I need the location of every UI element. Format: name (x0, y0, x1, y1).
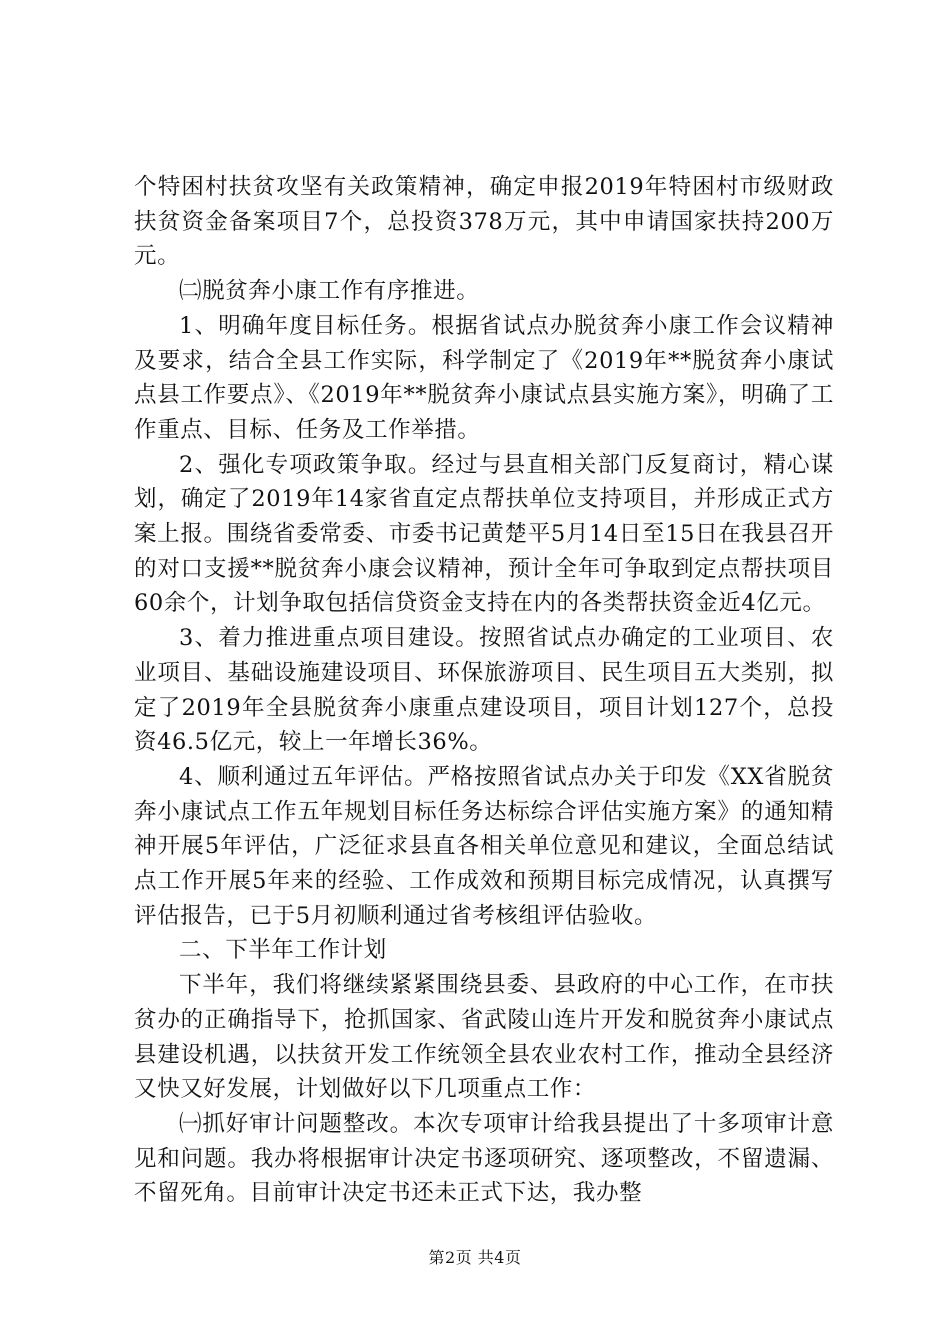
paragraph-heading-second-half-plan: 二、下半年工作计划 (179, 937, 387, 964)
paragraph-policy-support: 2、强化专项政策争取。经过与县直相关部门反复商讨，精心谋划，确定了2019年14家省直定点帮扶单位支持项目，并形成正式方案上报。围绕省委常委、市委书记黄楚平5月14日至15日在我县召开的对口支援**脱贫奔小康会议精神，预计全年可争取到定点帮扶项目60余个，计划争取包括信贷资金支持在内的各类帮扶资金近4亿元。 (134, 451, 834, 617)
paragraph-key-projects: 3、着力推进重点项目建设。按照省试点办确定的工业项目、农业项目、基础设施建设项目、环保旅游项目、民生项目五大类别，拟定了2019年全县脱贫奔小康重点建设项目，项目计划127个，总投资46.5亿元，较上一年增长36%。 (134, 625, 834, 756)
paragraph-policy-continuation: 个特困村扶贫攻坚有关政策精神，确定申报2019年特困村市级财政扶贫资金备案项目7个，总投资378万元，其中申请国家扶持200万元。 (134, 174, 834, 270)
paragraph-audit-rectification: ㈠抓好审计问题整改。本次专项审计给我县提出了十多项审计意见和问题。我办将根据审计决定书逐项研究、逐项整改，不留遗漏、不留死角。目前审计决定书还未正式下达，我办整 (134, 1110, 834, 1207)
paragraph-five-year-evaluation: 4、顺利通过五年评估。严格按照省试点办关于印发《XX省脱贫奔小康试点工作五年规划目标任务达标综合评估实施方案》的通知精神开展5年评估，广泛征求县直各相关单位意见和建议，全面总结试点工作开展5年来的经验、工作成效和预期目标完成情况，认真撰写评估报告，已于5月初顺利通过省考核组评估验收。 (134, 763, 834, 929)
paragraph-second-half-intro: 下半年，我们将继续紧紧围绕县委、县政府的中心工作，在市扶贫办的正确指导下，抢抓国家、省武陵山连片开发和脱贫奔小康试点县建设机遇，以扶贫开发工作统领全县农业农村工作，推动全县经济又快又好发展，计划做好以下几项重点工作： (134, 972, 834, 1103)
document-body (134, 170, 834, 1211)
paragraph-annual-targets: 1、明确年度目标任务。根据省试点办脱贫奔小康工作会议精神及要求，结合全县工作实际，科学制定了《2019年**脱贫奔小康试点县工作要点》、《2019年**脱贫奔小康试点县实施方案》，明确了工作重点、目标、任务及工作举措。 (134, 312, 834, 443)
page-number-footer: 第2页 共4页 (428, 1248, 522, 1267)
paragraph-section-heading-2: ㈡脱贫奔小康工作有序推进。 (179, 278, 480, 305)
